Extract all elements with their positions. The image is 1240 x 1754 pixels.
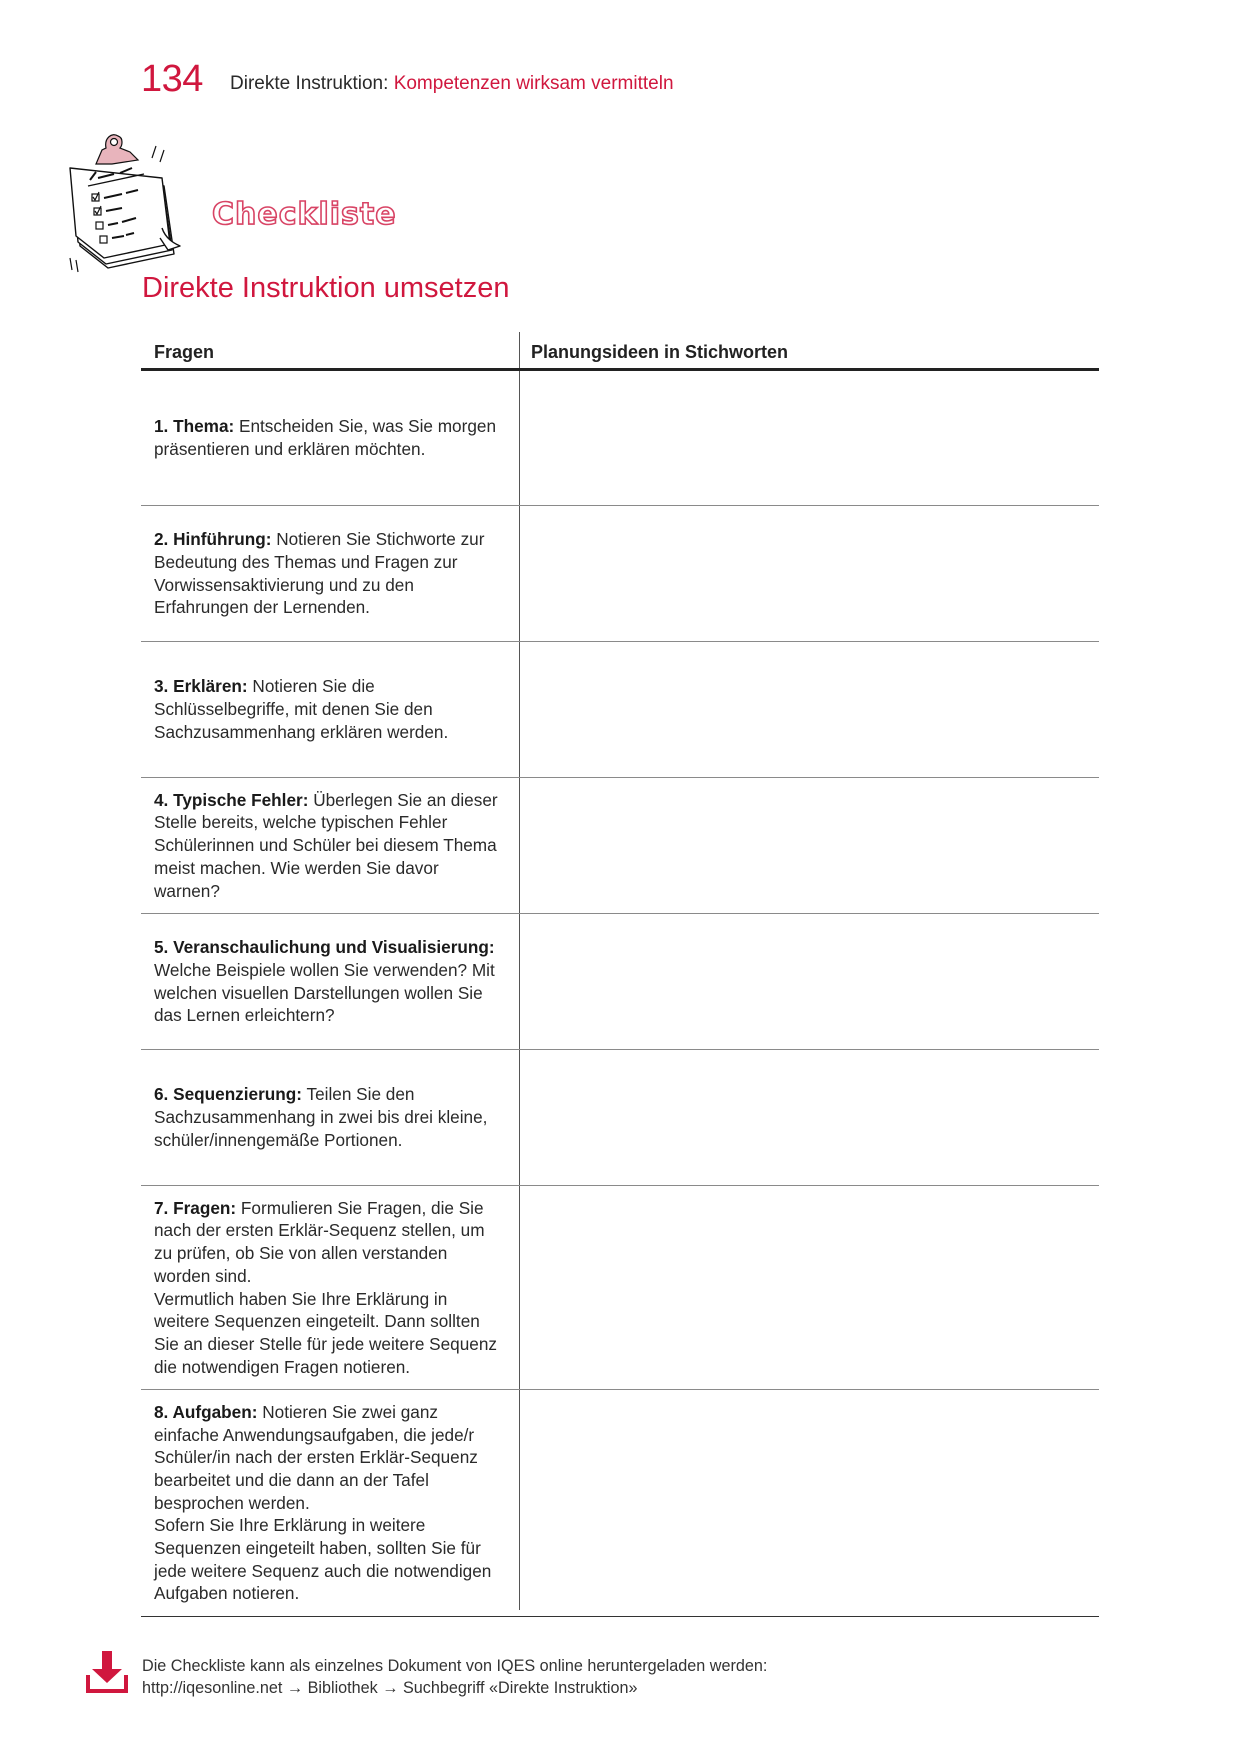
answer-cell[interactable]: [520, 642, 1099, 777]
question-text: Welche Beispiele wollen Sie verwenden? Mit welchen visuellen Darstellungen wollen Sie das Lernen erleichtern?: [154, 959, 495, 1026]
table-row: [141, 778, 1099, 914]
question-cell: [141, 936, 506, 1027]
question-text: Formulieren Sie Fragen, die Sie nach der ersten Erklär-Sequenz stellen, um zu prüfen, ob Sie von allen verstanden worden sind.: [154, 1197, 485, 1286]
answer-cell[interactable]: [520, 1390, 1099, 1616]
question-label: 5. Veranschaulichung und Visualisierung:: [154, 937, 495, 958]
table-header: [141, 332, 1099, 371]
question-label: 1. Thema:: [154, 416, 235, 437]
table-row: [141, 914, 1099, 1050]
table-row: [141, 642, 1099, 778]
checkliste-badge: Checkliste: [212, 197, 397, 232]
running-title-accent: Kompetenzen wirksam vermitteln: [393, 73, 674, 94]
answer-cell[interactable]: [520, 778, 1099, 913]
table-row: [141, 506, 1099, 642]
column-header-planungsideen: Planungsideen in Stichworten: [531, 342, 789, 362]
download-link[interactable]: http://iqesonline.net → Bibliothek → Suchbegriff «Direkte Instruktion»: [142, 1679, 638, 1697]
question-label: 4. Typische Fehler:: [154, 789, 309, 810]
question-label: 8. Aufgaben:: [154, 1401, 258, 1422]
question-cell: [141, 789, 506, 903]
question-cell: [141, 1197, 506, 1379]
question-text: Teilen Sie den Sachzusammenhang in zwei bis drei kleine, schüler/innengemäße Portionen.: [154, 1084, 488, 1150]
question-text: Notieren Sie Stichworte zur Bedeutung des Themas und Fragen zur Vorwissensaktivierung und zu den Erfahrungen der Lernenden.: [154, 529, 485, 618]
download-icon[interactable]: [86, 1651, 128, 1693]
page-number: 134: [141, 58, 203, 100]
answer-cell[interactable]: [520, 1050, 1099, 1185]
running-header: [230, 74, 674, 93]
question-text: Notieren Sie zwei ganz einfache Anwendungsaufgaben, die jede/r Schüler/in nach der ersten Erklär-Sequenz bearbeitet und die dann an der Tafel besprochen werden.: [154, 1401, 478, 1513]
question-label: 3. Erklären:: [154, 676, 248, 697]
question-cell: [141, 1401, 506, 1605]
answer-cell[interactable]: [520, 506, 1099, 641]
question-text-note: Sofern Sie Ihre Erklärung in weitere Sequenzen eingeteilt haben, sollten Sie für jede weitere Sequenz auch die notwendigen Aufgaben notieren.: [154, 1515, 492, 1604]
clipboard-checklist-icon: [66, 128, 196, 276]
question-label: 7. Fragen:: [154, 1197, 237, 1218]
answer-cell[interactable]: [520, 371, 1099, 505]
question-cell: [141, 675, 506, 743]
answer-cell[interactable]: [520, 1186, 1099, 1389]
column-header-fragen: Fragen: [154, 342, 215, 362]
running-title-prefix: Direkte Instruktion:: [230, 73, 389, 94]
question-label: 2. Hinführung:: [154, 529, 272, 550]
question-text: Überlegen Sie an dieser Stelle bereits, welche typischen Fehler Schülerinnen und Schüler bei diesem Thema meist machen. Wie werden Sie davor warnen?: [154, 789, 498, 901]
checklist-table: [141, 332, 1099, 1617]
download-note: [142, 1655, 767, 1699]
question-cell: [141, 415, 506, 460]
question-cell: [141, 528, 506, 619]
question-label: 6. Sequenzierung:: [154, 1084, 303, 1105]
download-note-line1: Die Checkliste kann als einzelnes Dokument von IQES online heruntergeladen werden:: [142, 1657, 768, 1675]
table-row: [141, 1390, 1099, 1617]
table-row: [141, 1186, 1099, 1390]
table-row: [141, 371, 1099, 506]
question-text-note: Vermutlich haben Sie Ihre Erklärung in weitere Sequenzen eingeteilt. Dann sollten Sie an dieser Stelle für jede weitere Sequenz die notwendigen Fragen notieren.: [154, 1288, 498, 1377]
question-text: Entscheiden Sie, was Sie morgen präsentieren und erklären möchten.: [154, 416, 497, 459]
answer-cell[interactable]: [520, 914, 1099, 1049]
question-cell: [141, 1083, 506, 1151]
question-text: Notieren Sie die Schlüsselbegriffe, mit denen Sie den Sachzusammenhang erklären werden.: [154, 676, 449, 742]
table-row: [141, 1050, 1099, 1186]
page-title: Direkte Instruktion umsetzen: [142, 272, 510, 304]
